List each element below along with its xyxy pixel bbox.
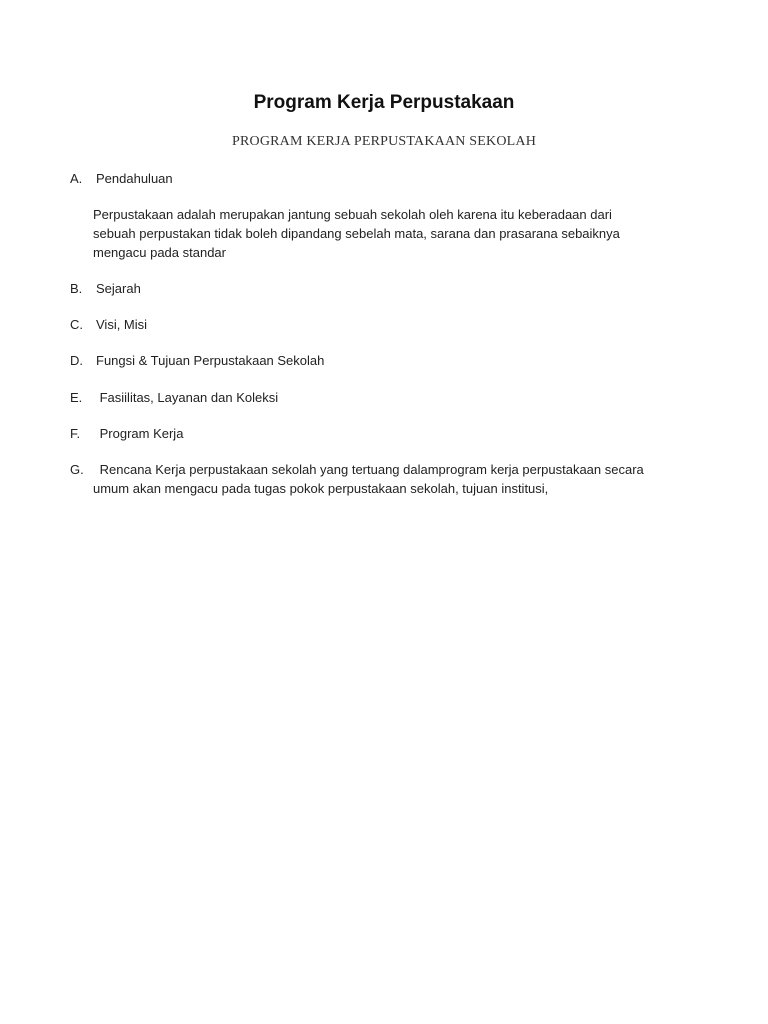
section-heading: Fasiilitas, Layanan dan Koleksi <box>96 390 279 405</box>
document-title: Program Kerja Perpustakaan <box>253 92 515 113</box>
section-letter: C. <box>70 317 83 332</box>
section-letter: B. <box>70 281 83 296</box>
section-letter: D. <box>70 353 83 368</box>
section-g <box>70 460 690 498</box>
section-letter: F. <box>70 426 81 441</box>
section-f <box>70 424 690 443</box>
section-b <box>70 279 690 298</box>
section-d <box>70 351 690 370</box>
section-heading: Rencana Kerja perpustakaan sekolah yang tertuang dalamprogram kerja perpustakaan secara <box>96 462 644 477</box>
section-heading: Pendahuluan <box>96 171 173 186</box>
section-heading: Program Kerja <box>96 426 184 441</box>
intro-line: sebuah perpustakan tidak boleh dipandang sebelah mata, sarana dan prasarana sebaiknya <box>93 226 620 241</box>
section-letter: G. <box>70 462 84 477</box>
intro-line: Perpustakaan adalah merupakan jantung sebuah sekolah oleh karena itu keberadaan dari <box>93 207 612 222</box>
section-continuation: umum akan mengacu pada tugas pokok perpustakaan sekolah, tujuan institusi, <box>93 481 549 496</box>
section-heading: Visi, Misi <box>96 317 148 332</box>
section-letter: A. <box>70 171 83 186</box>
section-e <box>70 388 690 407</box>
section-c <box>70 315 690 334</box>
section-letter: E. <box>70 390 83 405</box>
document-subtitle: PROGRAM KERJA PERPUSTAKAAN SEKOLAH <box>232 134 536 149</box>
intro-paragraph <box>93 205 673 262</box>
section-heading: Sejarah <box>96 281 141 296</box>
section-heading: Fungsi & Tujuan Perpustakaan Sekolah <box>96 353 325 368</box>
section-a <box>70 169 690 188</box>
intro-line: mengacu pada standar <box>93 245 226 260</box>
